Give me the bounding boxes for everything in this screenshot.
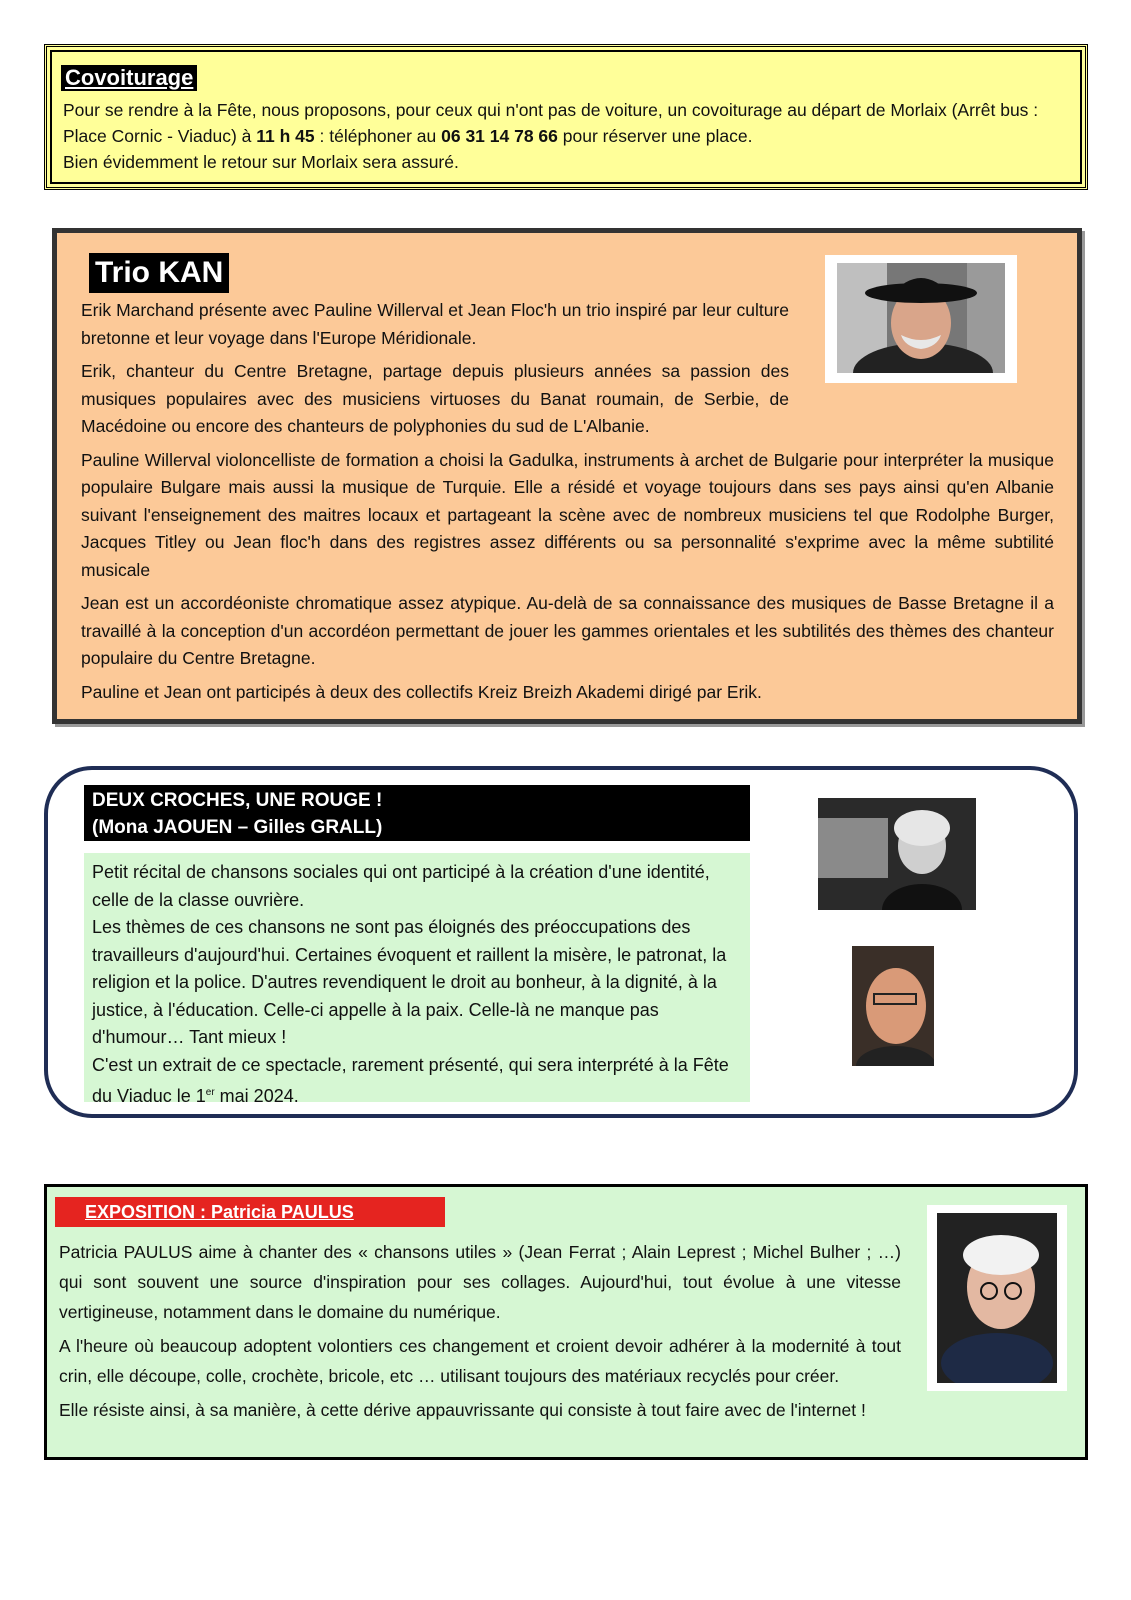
erik-marchand-photo xyxy=(825,255,1017,383)
deux-croches-text xyxy=(84,853,750,1106)
trio-kan-paragraph: Erik Marchand présente avec Pauline Willerval et Jean Floc'h un trio inspiré par leur culture bretonne et leur voyage dans l'Europe Méridionale. xyxy=(81,300,789,348)
exposition-paragraph: Patricia PAULUS aime à chanter des « chansons utiles » (Jean Ferrat ; Alain Leprest ; Michel Bulher ; …) qui sont souvent une source d'inspiration pour ses collages. Aujourd'hui, tout évolue à une vitesse vertigineuse, notamment dans le domaine du numérique. xyxy=(59,1242,901,1322)
deux-croches-last-line: C'est un extrait de ce spectacle, rarement présenté, qui sera interprété à la Fête du Viaduc le 1 xyxy=(92,1054,729,1106)
trio-kan-paragraph: Pauline et Jean ont participés à deux des collectifs Kreiz Breizh Akademi dirigé par Erik. xyxy=(81,681,762,702)
exposition-paragraph: A l'heure où beaucoup adoptent volontiers ces changement et croient devoir adhérer à la modernité à tout crin, elle découpe, colle, crochète, bricole, etc … utilisant toujours des matériaux recyclés pour créer. xyxy=(59,1336,901,1386)
patricia-paulus-portrait-image xyxy=(937,1213,1057,1383)
erik-marchand-portrait-image xyxy=(837,263,1005,373)
covoiturage-line3: pour réserver une place. xyxy=(557,126,753,146)
deux-croches-title-line1: DEUX CROCHES, UNE ROUGE ! xyxy=(92,790,383,811)
exposition-title: EXPOSITION : Patricia PAULUS xyxy=(55,1197,445,1227)
deux-croches-title xyxy=(84,785,750,841)
patricia-paulus-photo xyxy=(927,1205,1067,1391)
trio-kan-paragraph: Jean est un accordéoniste chromatique assez atypique. Au-delà de sa connaissance des musiques de Basse Bretagne il a travaillé à la conception d'un accordéon permettant de jouer les gammes orientales et les subtilités des thèmes des chanteur populaire du Centre Bretagne. xyxy=(81,593,1054,668)
covoiturage-line1: Pour se rendre à la Fête, nous proposons, pour ceux qui n'ont pas de voiture, un covoiturage au départ de Morlaix (Arrêt bus : Place Cornic - Viaduc) à xyxy=(63,100,1039,146)
exposition-paragraph: Elle résiste ainsi, à sa manière, à cette dérive appauvrissante qui consiste à tout faire avec de l'internet ! xyxy=(59,1400,866,1420)
deux-croches-last-line-end: mai 2024. xyxy=(214,1086,299,1106)
gilles-grall-photo xyxy=(852,946,934,1066)
deux-croches-line: Les thèmes de ces chansons ne sont pas éloignés des préoccupations des travailleurs d'aujourd'hui. Certaines évoquent et raillent la misère, le patronat, la religion et la police. D'autres revendiquent le droit au bonheur, à la dignité, à la justice, à l'éducation. Celle-ci appelle à la paix. Celle-là ne manque pas d'humour… Tant mieux ! xyxy=(92,917,727,1047)
covoiturage-line2: : téléphoner au xyxy=(314,126,442,146)
exposition-text xyxy=(59,1237,901,1429)
trio-kan-paragraph: Pauline Willerval violoncelliste de formation a choisi la Gadulka, instruments à archet de Bulgarie pour interpréter la musique populaire Bulgare mais aussi la musique de Turquie. Elle a résidé et voyage toujours dans ses pays ainsi qu'en Albanie suivant l'enseignement des maitres locaux et partageant la scène avec de nombreux musiciens tel que Rodolphe Burger, Jacques Titley ou Jean floc'h dans des registres assez différents ou sa personnalité s'exprime avec la même subtilité musicale xyxy=(81,449,1054,580)
covoiturage-heading: Covoiturage xyxy=(61,65,197,91)
covoiturage-text xyxy=(63,97,1071,175)
covoiturage-box xyxy=(44,44,1088,190)
covoiturage-phone: 06 31 14 78 66 xyxy=(441,126,558,146)
covoiturage-line4: Bien évidemment le retour sur Morlaix sera assuré. xyxy=(63,152,459,172)
deux-croches-sup: er xyxy=(205,1087,215,1098)
deux-croches-line: Petit récital de chansons sociales qui ont participé à la création d'une identité, celle de la classe ouvrière. xyxy=(92,862,710,910)
trio-kan-box xyxy=(52,228,1082,724)
exposition-box xyxy=(44,1184,1088,1460)
deux-croches-title-line2: (Mona JAOUEN – Gilles GRALL) xyxy=(92,817,383,838)
trio-kan-paragraph: Erik, chanteur du Centre Bretagne, partage depuis plusieurs années sa passion des musiques populaires avec des musiciens virtuoses du Banat roumain, de Serbie, de Macédoine ou encore des chanteurs de polyphonies du sud de L'Albanie. xyxy=(81,361,789,436)
covoiturage-time: 11 h 45 xyxy=(256,126,315,146)
deux-croches-box xyxy=(44,766,1078,1118)
mona-jaouen-photo xyxy=(818,798,976,910)
trio-kan-title: Trio KAN xyxy=(89,253,229,293)
